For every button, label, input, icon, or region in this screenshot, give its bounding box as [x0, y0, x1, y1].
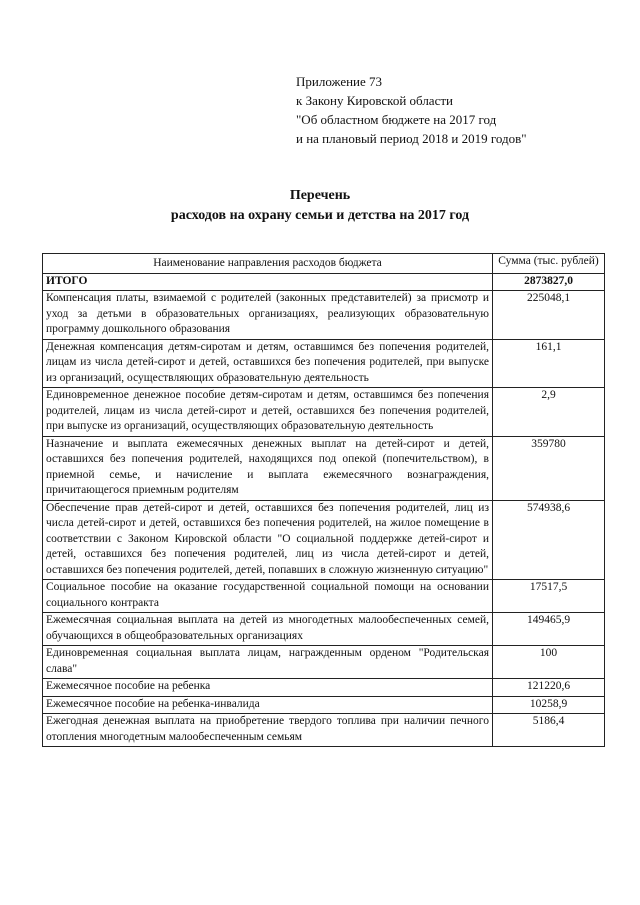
row-sum: 100: [493, 646, 605, 679]
table-row: [43, 436, 605, 500]
row-name: Ежемесячное пособие на ребенка: [43, 679, 493, 697]
row-sum: 225048,1: [493, 291, 605, 340]
row-name: Социальное пособие на оказание государственной социальной помощи на основании социального контракта: [43, 580, 493, 613]
table-row: [43, 291, 605, 340]
table-row: [43, 679, 605, 697]
row-sum: 5186,4: [493, 714, 605, 747]
total-label: ИТОГО: [43, 273, 493, 291]
row-name: Компенсация платы, взимаемой с родителей (законных представителей) за присмотр и уход за детьми в образовательных организациях, реализующих образовательную программу дошкольного образования: [43, 291, 493, 340]
table-row: [43, 714, 605, 747]
appendix-line: и на плановый период 2018 и 2019 годов": [296, 131, 527, 146]
row-sum: 10258,9: [493, 696, 605, 714]
total-sum: 2873827,0: [493, 273, 605, 291]
row-sum: 161,1: [493, 339, 605, 388]
table-row: [43, 613, 605, 646]
row-sum: 149465,9: [493, 613, 605, 646]
table-row-total: [43, 273, 605, 291]
table-row: [43, 696, 605, 714]
title-line-1: Перечень: [289, 188, 351, 203]
row-sum: 359780: [493, 436, 605, 500]
table-row: [43, 500, 605, 580]
row-sum: 2,9: [493, 388, 605, 437]
column-header-sum: Сумма (тыс. рублей): [493, 254, 605, 274]
table-row: [43, 646, 605, 679]
appendix-line: Приложение 73: [296, 74, 383, 89]
table-row: [43, 580, 605, 613]
row-name: Ежемесячное пособие на ребенка-инвалида: [43, 696, 493, 714]
row-name: Ежегодная денежная выплата на приобретение твердого топлива при наличии печного отопления многодетным малообеспеченным семьям: [43, 714, 493, 747]
appendix-line: "Об областном бюджете на 2017 год: [296, 112, 497, 127]
row-sum: 121220,6: [493, 679, 605, 697]
title-line-2: расходов на охрану семьи и детства на 2017 год: [170, 208, 470, 223]
row-sum: 17517,5: [493, 580, 605, 613]
row-sum: 574938,6: [493, 500, 605, 580]
row-name: Обеспечение прав детей-сирот и детей, оставшихся без попечения родителей, лиц из числа детей-сирот и детей, оставшихся без попечения родителей, на жилое помещение в соответствии с Законом Кировской области "О социальной поддержке детей-сирот и детей, оставшихся без попечения родителей, лиц из числа детей-сирот и детей, оставшихся без попечения родителей, детей, попавших в сложную жизненную ситуацию": [43, 500, 493, 580]
row-name: Назначение и выплата ежемесячных денежных выплат на детей-сирот и детей, оставшихся без попечения родителей, находящихся под опекой (попечительством), в приемной семье, и начисление и выплата ежемесячного вознаграждения, причитающегося приемным родителям: [43, 436, 493, 500]
expenses-table: [42, 253, 605, 747]
document-title: [60, 186, 580, 226]
row-name: Единовременная социальная выплата лицам, награжденным орденом "Родительская слава": [43, 646, 493, 679]
row-name: Единовременное денежное пособие детям-сиротам и детям, оставшимся без попечения родителей, лицам из числа детей-сирот и детей, оставшихся без попечения родителей, при выпуске из организаций, осуществляющих образовательную деятельность: [43, 388, 493, 437]
row-name: Денежная компенсация детям-сиротам и детям, оставшимся без попечения родителей, лицам из числа детей-сирот и детей, оставшихся без попечения родителей, при выпуске из организаций, осуществляющих образовательную деятельность: [43, 339, 493, 388]
table-header-row: [43, 254, 605, 274]
table-row: [43, 388, 605, 437]
column-header-name: Наименование направления расходов бюджета: [43, 254, 493, 274]
row-name: Ежемесячная социальная выплата на детей из многодетных малообеспеченных семей, обучающихся в общеобразовательных организациях: [43, 613, 493, 646]
appendix-header: [296, 72, 616, 148]
appendix-line: к Закону Кировской области: [296, 93, 453, 108]
table-row: [43, 339, 605, 388]
